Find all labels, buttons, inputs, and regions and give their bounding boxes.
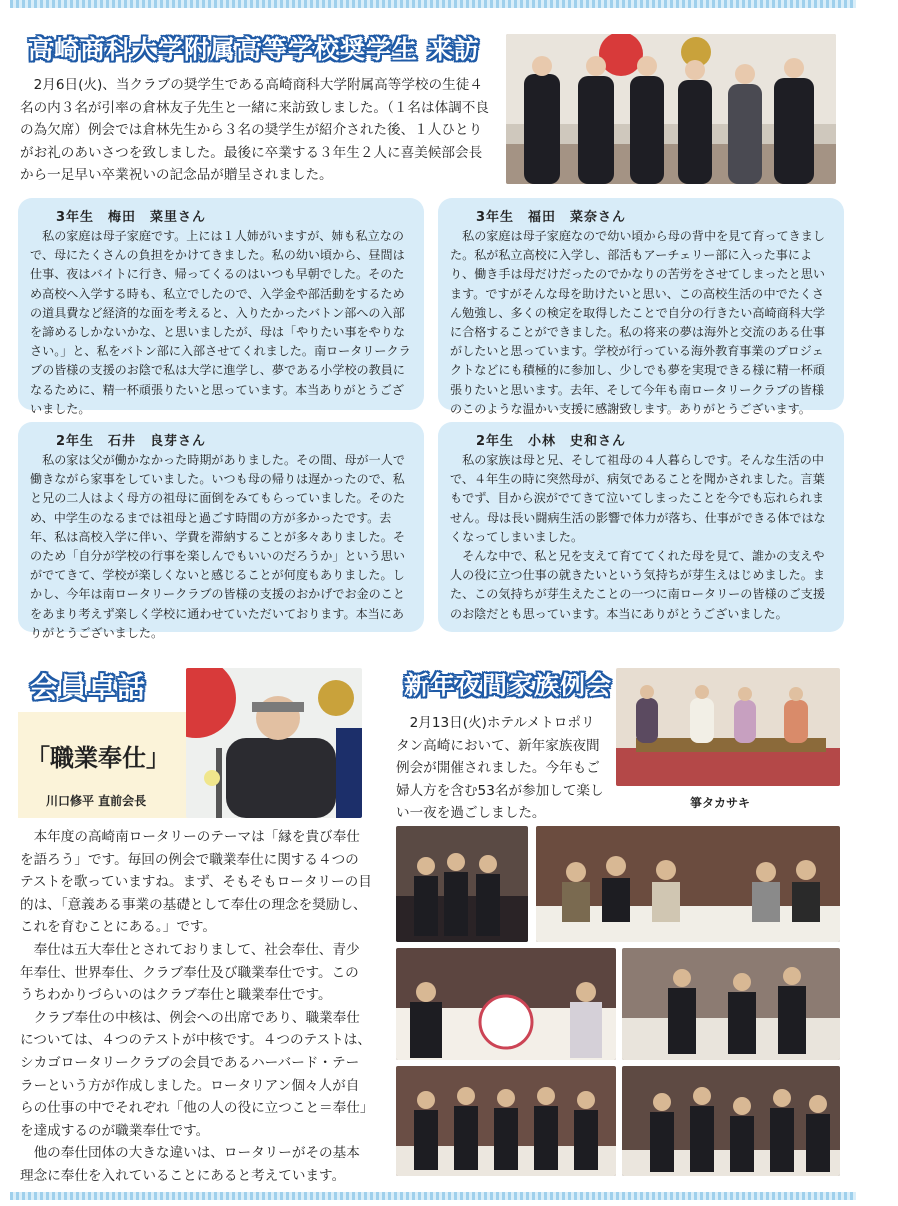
testimonial-heading: 2年生 石井 良芽さん [56, 434, 207, 449]
family-meeting-title: 新年夜間家族例会 [404, 671, 613, 700]
speaker-photo [186, 668, 362, 818]
koto-photo-caption: 箏タカサキ [690, 796, 751, 810]
event-photo-1 [396, 826, 528, 942]
event-photo-6 [622, 1066, 840, 1176]
bottom-stripe [10, 1192, 856, 1200]
testimonial-heading: 2年生 小林 史和さん [476, 434, 627, 449]
koto-performance-photo [616, 668, 840, 786]
article1-body: 2月6日(火)、当クラブの奨学生である高崎商科大学附属高等学校の生徒４名の内３名が引率の倉林友子先生と一緒に来訪致しました。（１名は体調不良の為欠席）例会では倉林先生から３名の奨学生が紹介された後、１人ひとりがお礼のあいさつを致しました。最後に卒業する３年生２人に喜美候部会長から一足早い卒業祝いの記念品が贈呈されました。 [20, 77, 489, 184]
testimonial-box-kobayashi [438, 422, 844, 632]
testimonial-box-umeda [18, 198, 424, 416]
speech-title: 「職業奉仕」 [26, 743, 170, 772]
testimonial-text: 私の家は父が働かなかった時期がありました。その間、母が一人で働きながら家事をしていました。いつも母の帰りは遅かったので、私と兄の二人はよく母方の祖母に面倒をみてもらっていました。そのため、中学生のなるまでは祖母と過ごす時間の方が多かったです。去年、私は高校入学に伴い、学費を滞納することが多々ありました。そのため「自分が学校の行事を楽しんでもいいのだろうか」という思いがでてきて、学校が楽しくないと感じることが何度もありました。しかし、今年は南ロータリークラブの皆様の支援のおかげでお金のことをあまり考えず楽しく学校に通わせていただいております。本当にありがとうございました。 [30, 453, 405, 640]
testimonial-heading: 3年生 梅田 菜里さん [56, 210, 207, 225]
testimonial-text: 私の家庭は母子家庭なので幼い頃から母の背中を見て育ってきました。私が私立高校に入学し、部活もアーチェリー部に入った事により、働き手は母だけだったのでかなりの苦労をさせてしまったと思います。ですがそんな母を助けたいと思い、この高校生活の中でたくさん勉強し、多くの検定を取得したことで自分の行きたい高崎商科大学に合格することができました。私の将来の夢は海外と交流のある仕事がしたいと思っています。学校が行っている海外教育事業のプロジェクトなどにも積極的に参加し、少しでも夢を実現できる様に精一杯頑張りたいと思います。去年、そして今年も南ロータリークラブの皆様のこのような温かい支援に感謝致します。ありがとうございます。 [450, 229, 825, 416]
top-stripe [10, 0, 856, 8]
testimonial-text: 私の家族は母と兄、そして祖母の４人暮らしです。そんな生活の中で、４年生の時に突然母が、病気であることを聞かされました。言葉もでず、目から涙がでてきて泣いてしまったことを今でも忘れられません。母は長い闘病生活の影響で体力が落ち、仕事ができる体ではなくなってしまいました。 [450, 453, 826, 544]
testimonial-box-fukuda [438, 198, 844, 416]
event-photo-3 [396, 948, 616, 1060]
member-talk-body [20, 826, 372, 1188]
event-photo-5 [396, 1066, 616, 1176]
testimonial-text: 私の家庭は母子家庭です。上には１人姉がいますが、姉も私立なので、母にたくさんの負担をかけてきました。私の幼い頃から、昼間は仕事、夜はバイトに行き、帰ってくるのはいつも早朝でした。そのため高校へ入学する時も、私立でしたので、入学金や部活動をするための道具費など経済的な面を考えると、入りたかったバトン部への入部を諦めるしかないかな、と思いましたが、母は「やりたい事をやりなさい。」と、私をバトン部に入部させてくれました。南ロータリークラブの皆様の支援のお陰で私は大学に進学し、夢である小学校の教員になるために、精一杯頑張りたいと思っています。本当ありがとうございました。 [30, 229, 411, 416]
testimonial-box-ishii [18, 422, 424, 640]
scholarship-group-photo [506, 34, 836, 184]
event-photo-4 [622, 948, 840, 1060]
article1-title: 高崎商科大学附属高等学校奨学生 来訪 [28, 35, 480, 64]
event-photo-2 [536, 826, 840, 942]
talk-paragraph: 奉仕は五大奉仕とされておりまして、社会奉仕、青少年奉仕、世界奉仕、クラブ奉仕及び職業奉仕です。このうちわかりづらいのはクラブ奉仕と職業奉仕です。 [20, 941, 360, 1004]
member-talk-section-title: 会員卓話 [30, 671, 147, 704]
talk-paragraph: 本年度の高崎南ロータリーのテーマは「縁を貴び奉仕を語ろう」です。毎回の例会で職業奉仕に関する４つのテストを歌っていますね。まず、そもそもロータリーの目的は、「意義ある事業の基礎として奉仕の理念を奨励し、これを育むことにある。」です。 [20, 829, 372, 936]
testimonial-heading: 3年生 福田 菜奈さん [476, 210, 627, 225]
family-meeting-body: 2月13日(火)ホテルメトロポリタン高崎において、新年家族夜間例会が開催されました。今年もご婦人方を含む53名が参加して楽しい一夜を過ごしました。 [396, 715, 604, 822]
talk-paragraph: クラブ奉仕の中核は、例会への出席であり、職業奉仕については、４つのテストが中核です。４つのテストは、シカゴロータリークラブの会員であるハーバード・テーラーという方が作成しました。ロータリアン個々人が自らの仕事の中でそれぞれ「他の人の役に立つこと＝奉仕」を達成するのが職業奉仕です。 [20, 1009, 371, 1139]
speaker-name: 川口修平 直前会長 [46, 794, 147, 808]
talk-paragraph: 他の奉仕団体の大きな違いは、ロータリーがその基本理念に奉仕を入れていることにあると考えています。 [20, 1145, 360, 1184]
testimonial-text-2: そんな中で、私と兄を支えて育ててくれた母を見て、誰かの支えや人の役に立つ仕事の就きたいという気持ちが芽生えはじめました。また、この気持ちが芽生えたことの一つに南ロータリーの皆様のご支援のお陰だとも思っています。本当にありがとうございました。 [450, 549, 825, 621]
